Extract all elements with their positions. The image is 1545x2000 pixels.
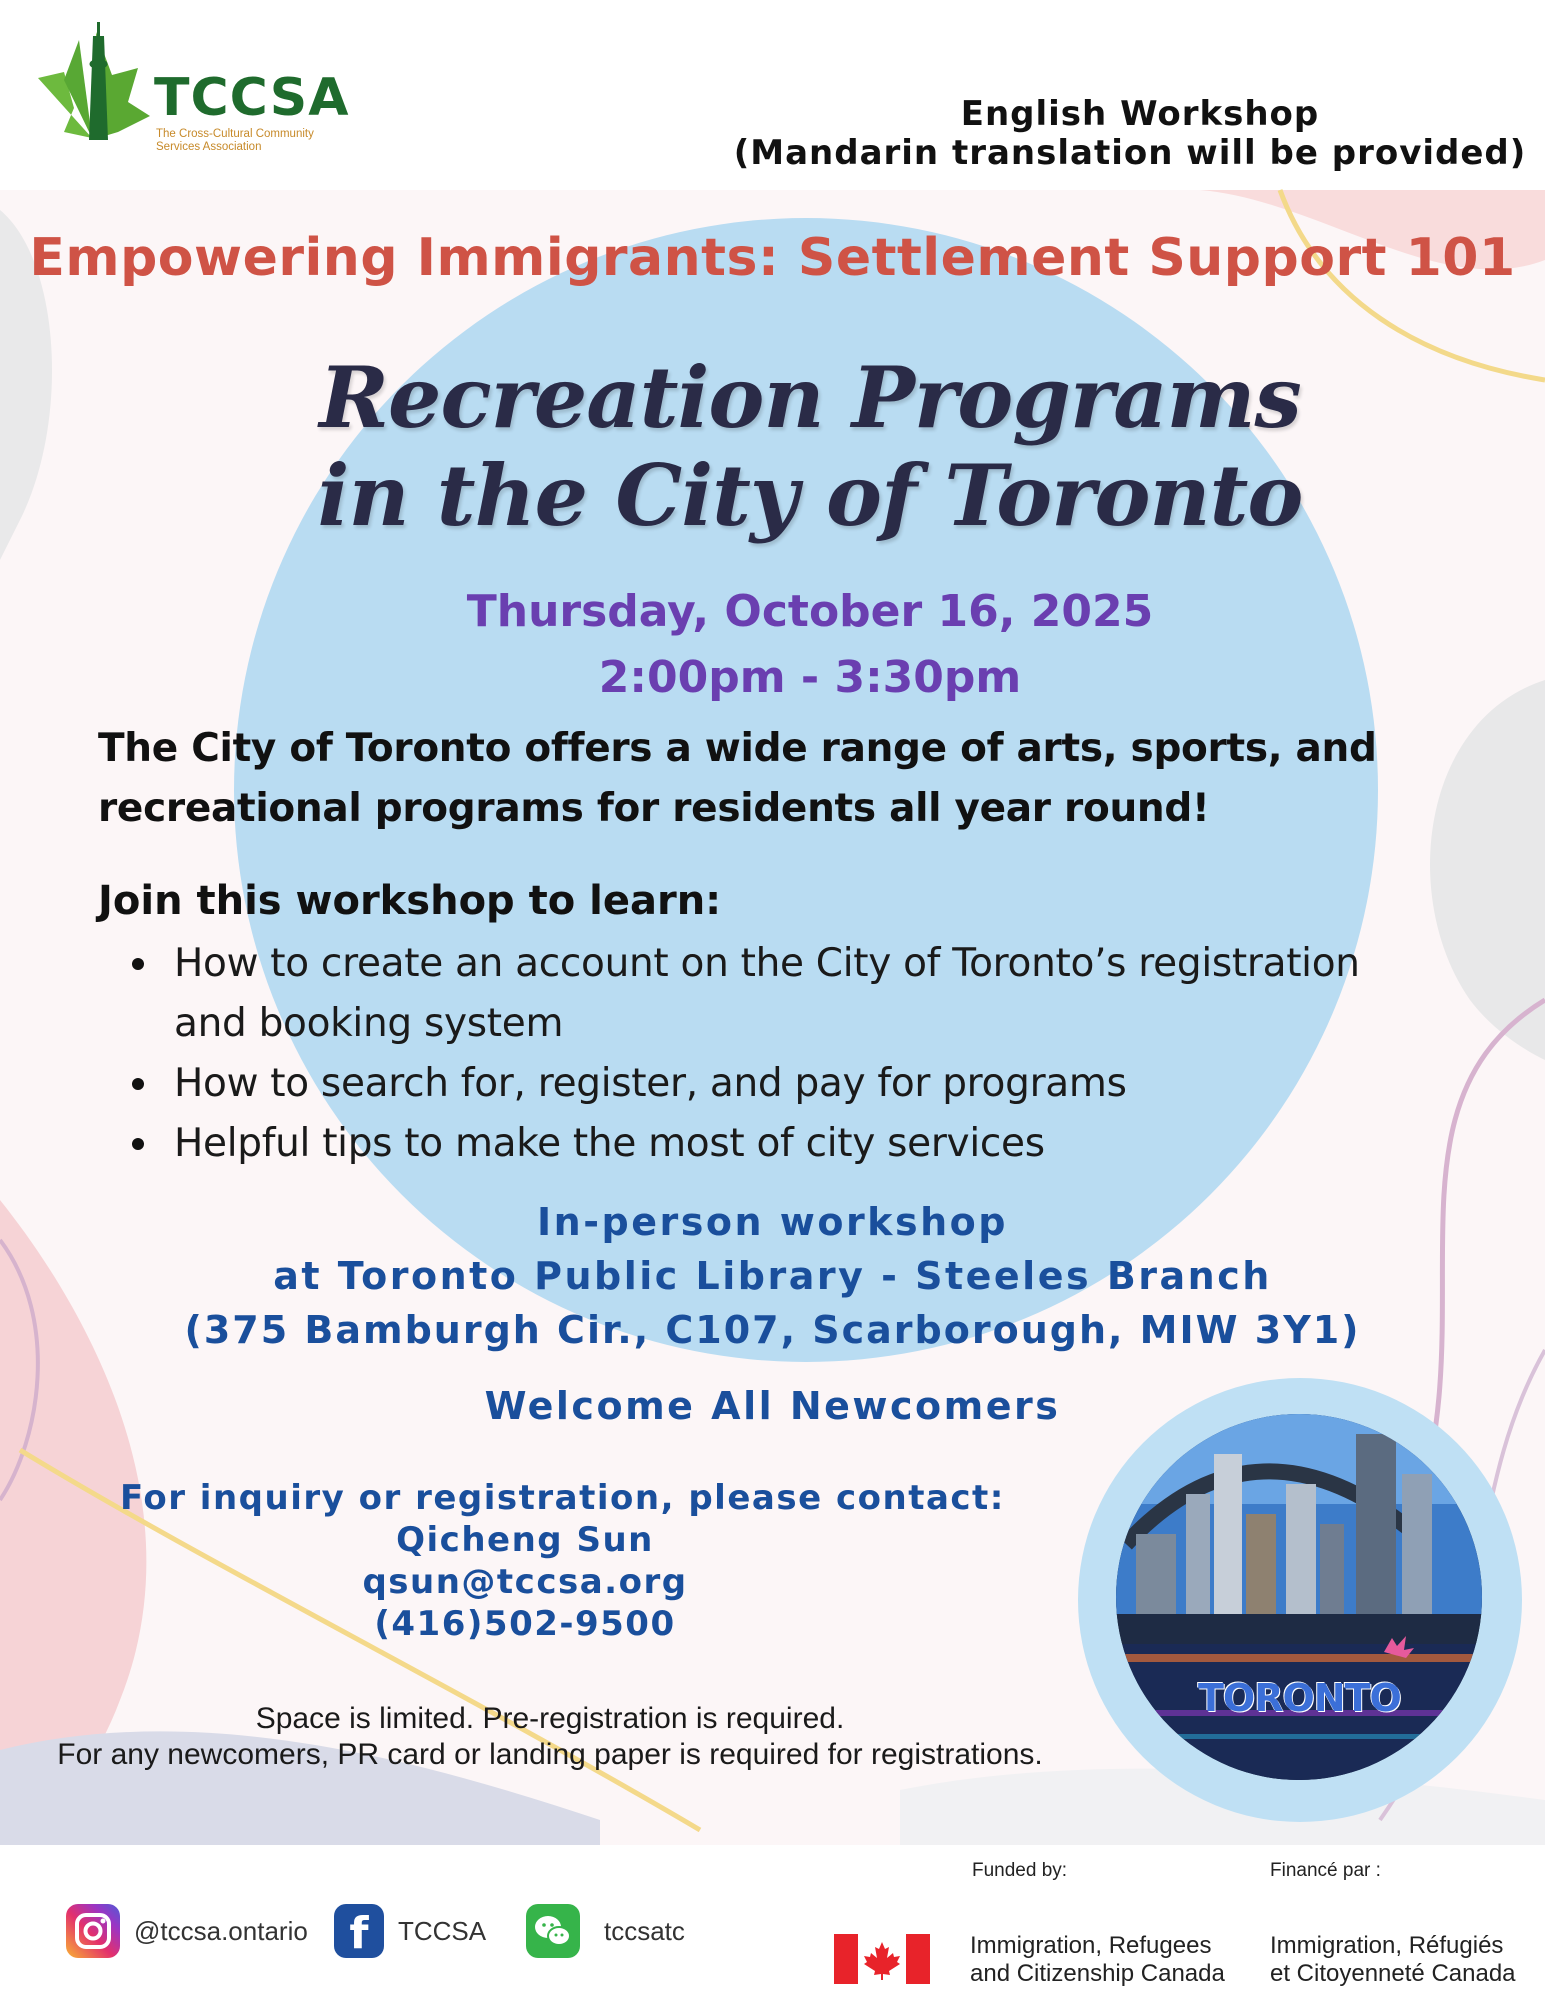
- intro-line2: recreational programs for residents all year round!: [98, 786, 1210, 831]
- note-line2: For any newcomers, PR card or landing paper is required for registrations.: [57, 1738, 1043, 1771]
- location-line2: at Toronto Public Library - Steeles Branch: [273, 1254, 1272, 1298]
- learn-list: [130, 934, 1510, 1174]
- main-title-line2: in the City of Toronto: [317, 446, 1303, 545]
- maple-tower-icon: [34, 20, 154, 155]
- series-title: Empowering Immigrants: Settlement Support 101: [29, 228, 1516, 288]
- event-date: Thursday, October 16, 2025: [466, 586, 1154, 637]
- instagram-handle: @tccsa.ontario: [134, 1916, 308, 1946]
- logo-wordmark: TCCSA: [154, 68, 350, 128]
- language-note-line1: English Workshop: [960, 94, 1320, 134]
- tccsa-logo: [34, 20, 364, 155]
- list-item: How to create an account on the City of Toronto’s registration and booking system: [130, 934, 1510, 1054]
- finance-par-label: Financé par :: [1270, 1860, 1381, 1881]
- learn-heading: Join this workshop to learn:: [98, 878, 722, 924]
- contact-heading: For inquiry or registration, please contact:: [120, 1478, 1005, 1518]
- toronto-city-hall-image: [1116, 1414, 1482, 1780]
- note-line1: Space is limited. Pre-registration is required.: [255, 1702, 845, 1735]
- language-note-line2: (Mandarin translation will be provided): [733, 133, 1527, 173]
- wechat-icon: [526, 1904, 580, 1958]
- event-time: 2:00pm - 3:30pm: [598, 652, 1022, 703]
- contact-name: Qicheng Sun: [396, 1520, 654, 1560]
- toronto-photo: [1078, 1378, 1522, 1822]
- location-line1: In-person workshop: [537, 1200, 1008, 1244]
- contact-phone[interactable]: (416)502-9500: [374, 1604, 676, 1644]
- contact-email[interactable]: qsun@tccsa.org: [362, 1562, 688, 1602]
- funded-by-label: Funded by:: [972, 1860, 1068, 1881]
- list-item: How to search for, register, and pay for programs: [130, 1054, 1510, 1114]
- facebook-icon: f: [334, 1904, 384, 1958]
- list-item: Helpful tips to make the most of city services: [130, 1114, 1510, 1174]
- wechat-handle: tccsatc: [604, 1916, 685, 1946]
- main-title-line1: Recreation Programs: [319, 348, 1301, 447]
- logo-subtitle: The Cross-Cultural Community Services Association: [156, 128, 314, 153]
- department-name-english: Immigration, Refugees and Citizenship Canada: [970, 1932, 1225, 1987]
- welcome-text: Welcome All Newcomers: [484, 1384, 1061, 1428]
- location-address: (375 Bamburgh Cir., C107, Scarborough, MIW 3Y1): [184, 1308, 1361, 1352]
- department-name-french: Immigration, Réfugiés et Citoyenneté Canada: [1270, 1932, 1516, 1987]
- bullet-icon: [132, 1138, 144, 1150]
- toronto-sign: TORONTO: [1198, 1676, 1401, 1720]
- bullet-icon: [132, 1078, 144, 1090]
- canada-flag-icon: [834, 1934, 930, 1984]
- instagram-icon: [66, 1904, 120, 1958]
- intro-line1: The City of Toronto offers a wide range of arts, sports, and: [98, 726, 1377, 771]
- bullet-icon: [132, 958, 144, 970]
- facebook-handle: TCCSA: [398, 1916, 487, 1946]
